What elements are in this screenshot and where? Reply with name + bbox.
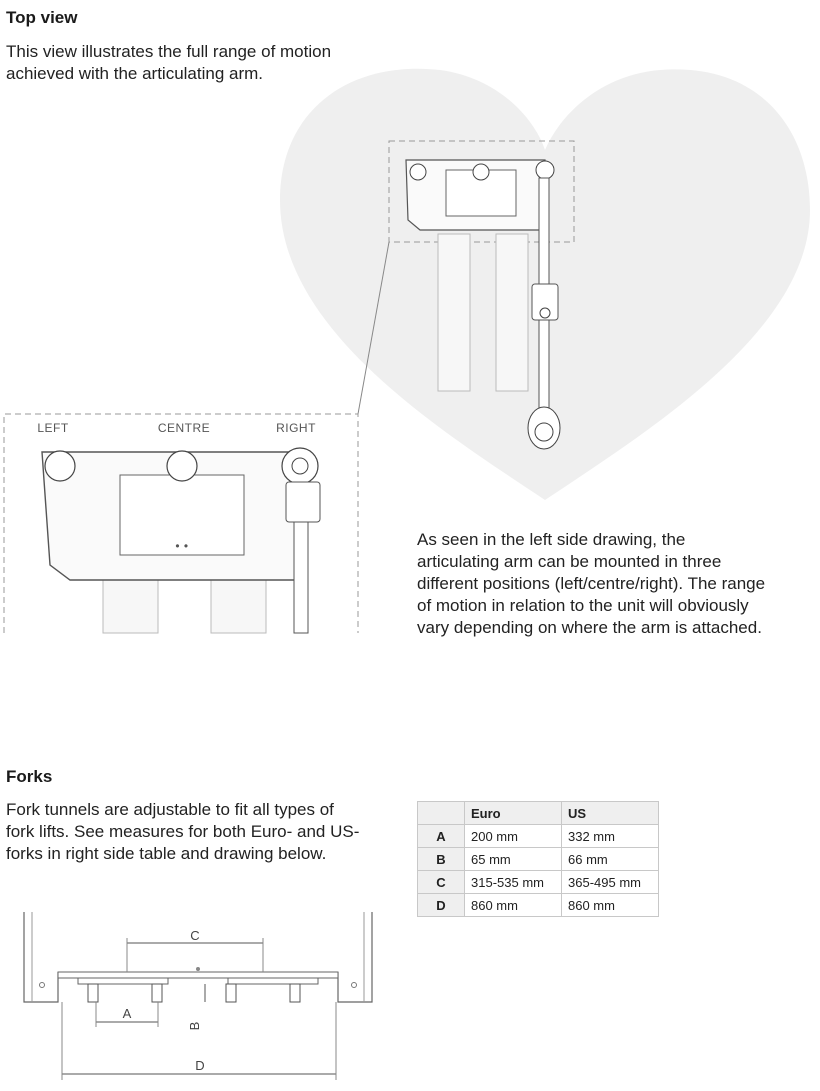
desc-line-3: different positions (left/centre/right). The range [417,574,766,593]
tray-dots: • • [175,539,189,553]
arm-end-hub-small [535,423,553,441]
table-row [418,871,659,894]
dim-label-c: C [190,928,200,943]
position-label-centre: CENTRE [157,421,211,435]
mount-left-large [45,451,75,481]
dim-label-a: A [122,1006,132,1021]
fork-leg-small-right [496,234,528,391]
table-row [418,894,659,917]
table-header-row [418,802,659,825]
position-label-right: RIGHT [276,421,316,435]
row-euro: 200 mm [465,825,562,848]
table-row [418,848,659,871]
top-view-description [417,529,765,639]
row-us: 365-495 mm [562,871,659,894]
forks-heading: Forks [6,767,53,786]
row-key: D [418,894,465,917]
table-row [418,825,659,848]
row-key: B [418,848,465,871]
forks-intro [6,799,359,865]
mount-centre-small [473,164,489,180]
row-us: 332 mm [562,825,659,848]
position-label-left: LEFT [37,421,69,435]
intro-line-2: achieved with the articulating arm. [6,64,264,83]
row-euro: 315-535 mm [465,871,562,894]
fork-leg-large-left [103,580,158,633]
table-header-euro: Euro [465,802,562,825]
forks-line-2: fork lifts. See measures for both Euro- and US- [6,822,360,841]
mount-right-small [536,161,554,179]
intro-line-1: This view illustrates the full range of motion [6,42,332,61]
desc-line-5: vary depending on where the arm is attached. [417,618,762,637]
dim-label-b: B [187,1021,202,1031]
desc-line-1: As seen in the left side drawing, the [417,530,686,549]
forks-line-3: forks in right side table and drawing below. [6,844,327,863]
arm-large [294,522,308,633]
fork-leg-small-left [438,234,470,391]
row-us: 860 mm [562,894,659,917]
arm-bracket-large [286,482,320,522]
row-euro: 65 mm [465,848,562,871]
top-view-heading: Top view [6,8,78,27]
arm-joint-pin-small [540,308,550,318]
mount-centre-large [167,451,197,481]
table-header-key [418,802,465,825]
row-us: 66 mm [562,848,659,871]
table-header-us: US [562,802,659,825]
dim-label-d: D [195,1058,205,1073]
desc-line-2: articulating arm can be mounted in three [417,552,722,571]
desc-line-4: of motion in relation to the unit will obviously [417,596,749,615]
row-key: A [418,825,465,848]
forks-line-1: Fork tunnels are adjustable to fit all types of [6,800,334,819]
fork-dimensions-table [417,801,659,917]
mount-right-hub-large [292,458,308,474]
mount-left-small [410,164,426,180]
row-key: C [418,871,465,894]
row-euro: 860 mm [465,894,562,917]
fork-leg-large-right [211,580,266,633]
